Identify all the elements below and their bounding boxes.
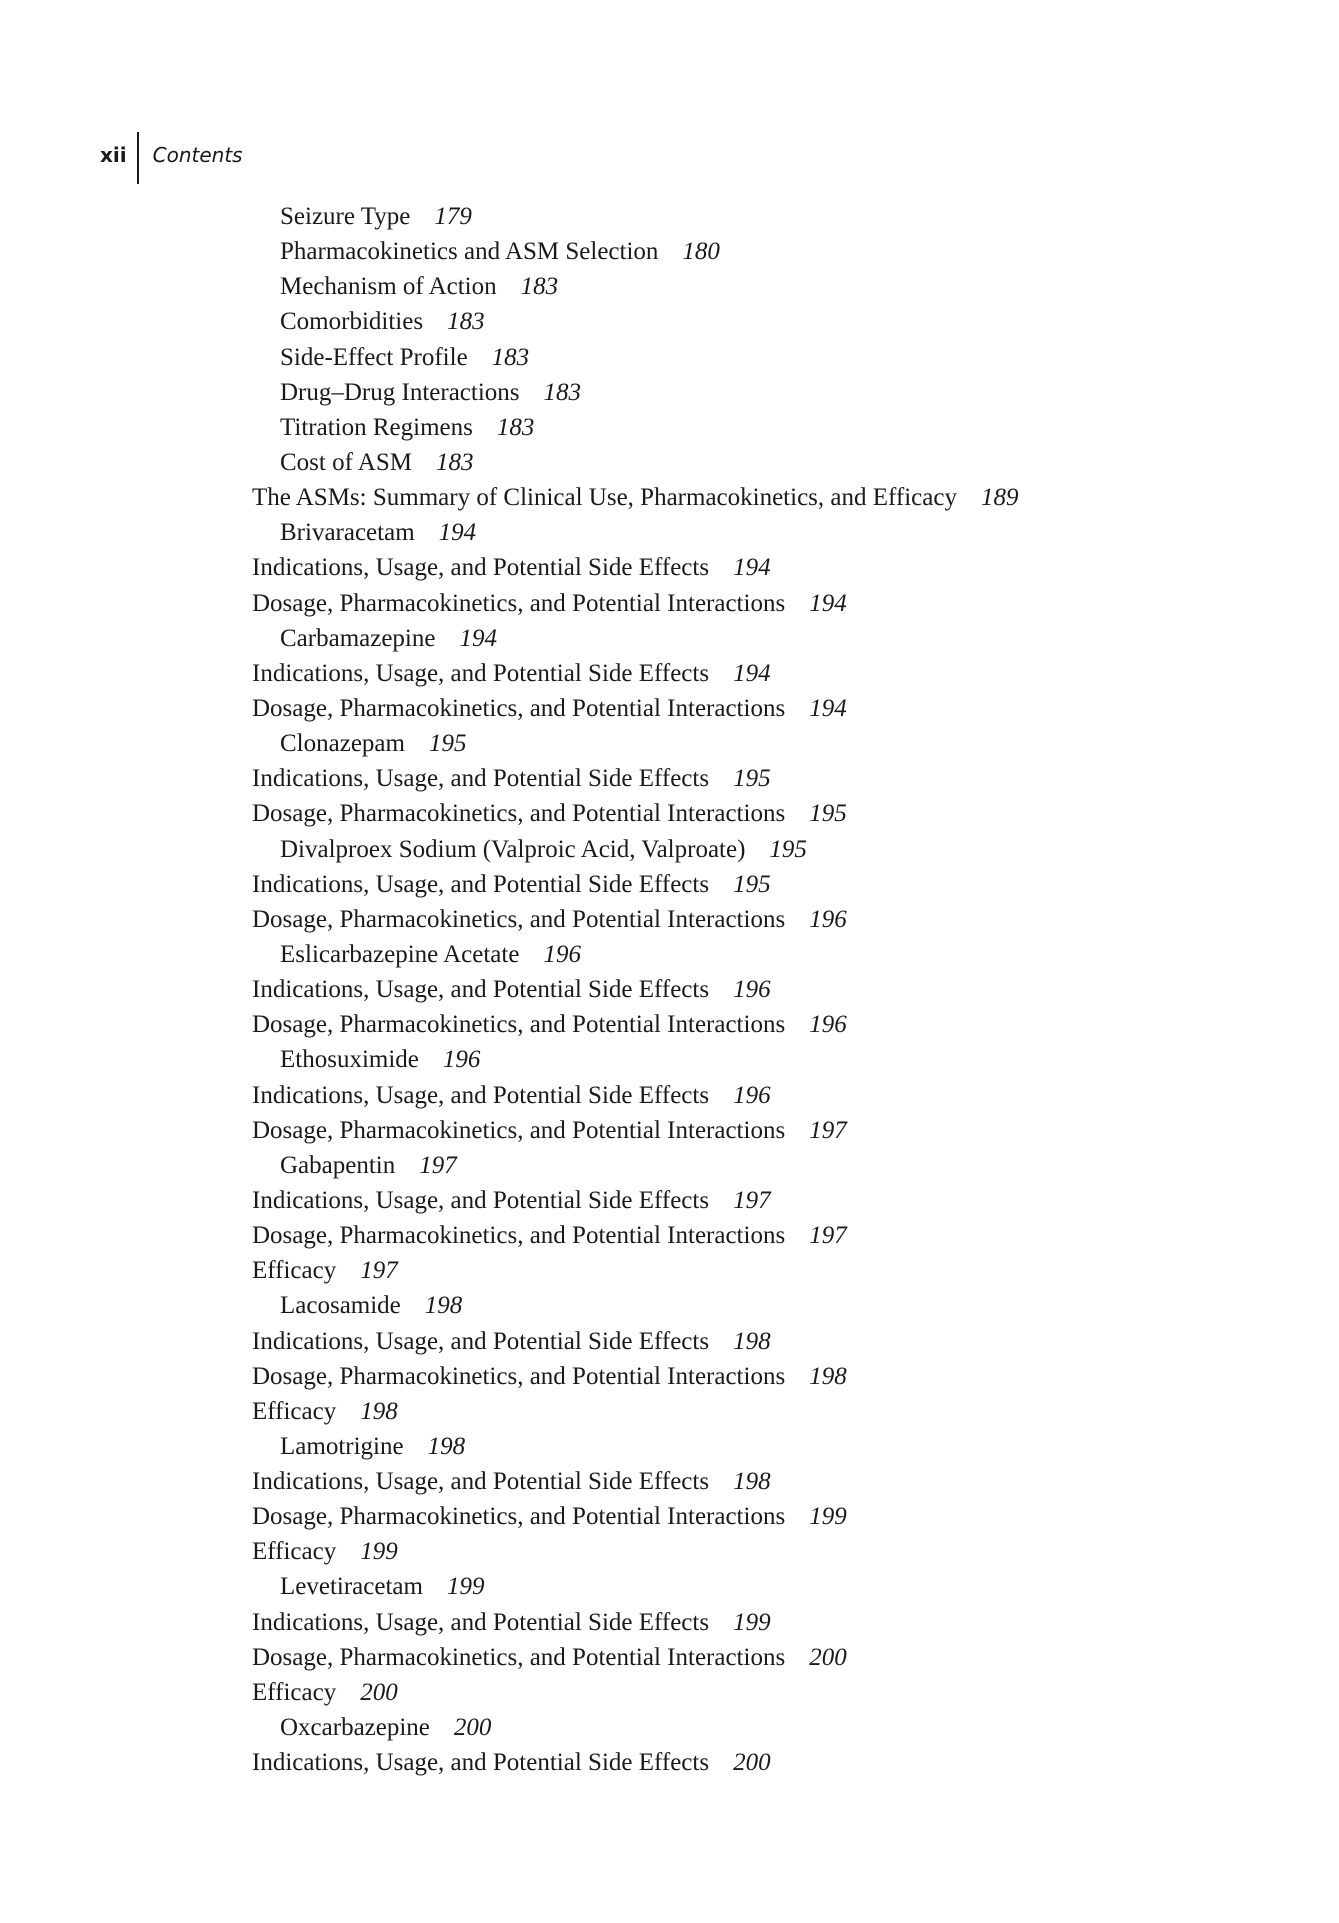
toc-entry	[252, 1359, 1252, 1394]
toc-entry	[252, 550, 1252, 585]
toc-entry-page-number: 196	[543, 940, 581, 968]
toc-entry-title: Indications, Usage, and Potential Side Effects	[252, 1327, 710, 1355]
toc-entry	[252, 480, 1252, 515]
toc-entry-page-number: 200	[453, 1714, 492, 1742]
toc-entry-page-number: 199	[446, 1573, 485, 1601]
toc-entry-title: Indications, Usage, and Potential Side Effects	[252, 554, 710, 582]
toc-entry	[252, 867, 1252, 902]
toc-entry	[252, 269, 1252, 304]
toc-entry-page-number: 194	[438, 519, 477, 547]
toc-entry	[252, 234, 1252, 269]
toc-entry-title: Indications, Usage, and Potential Side Effects	[252, 1749, 710, 1777]
toc-entry	[252, 1148, 1252, 1183]
toc-entry	[252, 726, 1252, 761]
toc-entry-title: The ASMs: Summary of Clinical Use, Pharmacokinetics, and Efficacy	[252, 484, 957, 512]
toc-entry-title: Dosage, Pharmacokinetics, and Potential Interactions	[252, 1011, 786, 1039]
toc-entry-title: Dosage, Pharmacokinetics, and Potential Interactions	[252, 589, 786, 617]
toc-entry-title: Levetiracetam	[280, 1573, 423, 1601]
toc-entry-title: Indications, Usage, and Potential Side Effects	[252, 659, 710, 687]
toc-entry-title: Indications, Usage, and Potential Side Effects	[252, 1608, 710, 1636]
toc-entry-title: Dosage, Pharmacokinetics, and Potential Interactions	[252, 1116, 786, 1144]
toc-entry	[252, 586, 1252, 621]
toc-entry-title: Indications, Usage, and Potential Side Effects	[252, 1468, 710, 1496]
toc-entry-page-number: 195	[809, 800, 847, 828]
toc-entry-page-number: 196	[733, 1081, 771, 1109]
toc-entry-page-number: 200	[733, 1749, 771, 1777]
toc-entry	[252, 691, 1252, 726]
toc-entry-title: Indications, Usage, and Potential Side Effects	[252, 1081, 710, 1109]
toc-entry-title: Divalproex Sodium (Valproic Acid, Valproate)	[280, 835, 746, 863]
toc-entry	[252, 1640, 1252, 1675]
toc-entry-page-number: 197	[809, 1116, 847, 1144]
toc-entry	[252, 1078, 1252, 1113]
toc-entry	[252, 796, 1252, 831]
toc-entry-page-number: 179	[434, 203, 472, 230]
toc-entry-page-number: 189	[980, 484, 1019, 512]
toc-entry-title: Carbamazepine	[280, 624, 436, 652]
toc-entry-title: Cost of ASM	[280, 448, 412, 476]
toc-entry-page-number: 198	[733, 1327, 771, 1355]
toc-entry-page-number: 194	[459, 624, 497, 652]
toc-entry-title: Indications, Usage, and Potential Side Effects	[252, 1186, 710, 1214]
toc-entry-page-number: 183	[447, 308, 485, 336]
toc-entry-title: Lacosamide	[280, 1292, 401, 1320]
toc-entry-title: Ethosuximide	[280, 1046, 419, 1074]
toc-entry-title: Lamotrigine	[280, 1432, 404, 1460]
toc-entry-page-number: 196	[809, 1011, 847, 1039]
toc-entry-page-number: 199	[809, 1503, 847, 1531]
toc-entry-page-number: 198	[809, 1362, 847, 1390]
toc-entry-title: Efficacy	[252, 1678, 337, 1706]
toc-entry-title: Titration Regimens	[280, 413, 473, 441]
toc-entry-page-number: 199	[360, 1538, 398, 1566]
toc-entry	[252, 1675, 1252, 1710]
toc-entry-page-number: 197	[360, 1257, 398, 1285]
toc-entry-title: Brivaracetam	[280, 519, 415, 547]
toc-entry-page-number: 194	[809, 694, 847, 722]
toc-entry	[252, 1183, 1252, 1218]
toc-entry	[252, 1288, 1252, 1323]
table-of-contents	[252, 199, 1252, 1780]
toc-entry-title: Pharmacokinetics and ASM Selection	[280, 238, 659, 266]
toc-entry	[252, 199, 1252, 234]
toc-entry-page-number: 194	[733, 554, 771, 582]
toc-entry	[252, 304, 1252, 339]
toc-entry-page-number: 183	[520, 273, 559, 301]
toc-entry-page-number: 183	[435, 448, 474, 476]
toc-entry-title: Dosage, Pharmacokinetics, and Potential Interactions	[252, 1362, 786, 1390]
toc-entry-page-number: 194	[809, 589, 847, 617]
toc-entry-page-number: 196	[733, 976, 771, 1004]
toc-entry-page-number: 197	[419, 1151, 457, 1179]
page-folio: xii	[100, 143, 127, 167]
toc-entry	[252, 1253, 1252, 1288]
toc-entry-title: Dosage, Pharmacokinetics, and Potential Interactions	[252, 694, 786, 722]
toc-entry-page-number: 196	[442, 1046, 481, 1074]
toc-entry-page-number: 195	[769, 835, 807, 863]
toc-entry	[252, 1394, 1252, 1429]
toc-entry-title: Indications, Usage, and Potential Side Effects	[252, 976, 710, 1004]
toc-entry-title: Dosage, Pharmacokinetics, and Potential Interactions	[252, 800, 786, 828]
toc-entry-title: Efficacy	[252, 1257, 337, 1285]
toc-entry	[252, 1499, 1252, 1534]
toc-entry-title: Clonazepam	[280, 730, 405, 758]
toc-entry-page-number: 195	[733, 870, 771, 898]
toc-entry-page-number: 195	[733, 765, 771, 793]
toc-entry	[252, 1745, 1252, 1780]
toc-entry-page-number: 197	[733, 1186, 771, 1214]
toc-entry	[252, 1534, 1252, 1569]
toc-entry	[252, 1113, 1252, 1148]
toc-entry-title: Dosage, Pharmacokinetics, and Potential Interactions	[252, 905, 786, 933]
toc-entry	[252, 656, 1252, 691]
toc-entry-title: Mechanism of Action	[280, 273, 497, 301]
toc-entry-title: Indications, Usage, and Potential Side Effects	[252, 765, 710, 793]
toc-entry-page-number: 199	[733, 1608, 771, 1636]
toc-entry-title: Oxcarbazepine	[280, 1714, 430, 1742]
toc-entry	[252, 515, 1252, 550]
toc-entry-page-number: 200	[360, 1678, 398, 1706]
toc-entry-title: Eslicarbazepine Acetate	[280, 940, 520, 968]
toc-entry-title: Gabapentin	[280, 1151, 396, 1179]
toc-entry-page-number: 183	[491, 343, 530, 371]
toc-entry	[252, 761, 1252, 796]
toc-entry-page-number: 197	[809, 1222, 847, 1250]
toc-entry-page-number: 194	[733, 659, 771, 687]
toc-entry-page-number: 198	[733, 1468, 771, 1496]
toc-entry	[252, 1569, 1252, 1604]
toc-entry-page-number: 183	[496, 413, 535, 441]
toc-entry	[252, 902, 1252, 937]
toc-entry	[252, 1464, 1252, 1499]
toc-entry	[252, 1324, 1252, 1359]
running-head-title: Contents	[152, 143, 243, 167]
toc-entry-title: Side-Effect Profile	[280, 343, 468, 371]
toc-entry-title: Efficacy	[252, 1397, 337, 1425]
toc-entry	[252, 1218, 1252, 1253]
toc-entry-title: Indications, Usage, and Potential Side Effects	[252, 870, 710, 898]
toc-entry-page-number: 183	[543, 378, 582, 406]
running-head	[100, 132, 243, 184]
toc-entry-title: Dosage, Pharmacokinetics, and Potential Interactions	[252, 1503, 786, 1531]
toc-entry-page-number: 198	[360, 1397, 398, 1425]
toc-entry-page-number: 200	[809, 1643, 847, 1671]
toc-entry	[252, 972, 1252, 1007]
toc-entry-page-number: 180	[682, 238, 720, 266]
toc-entry	[252, 621, 1252, 656]
toc-entry	[252, 340, 1252, 375]
toc-entry-page-number: 198	[427, 1432, 466, 1460]
toc-entry-page-number: 196	[809, 905, 847, 933]
toc-entry-title: Dosage, Pharmacokinetics, and Potential Interactions	[252, 1643, 786, 1671]
toc-entry-title: Drug–Drug Interactions	[280, 378, 520, 406]
toc-entry-title: Efficacy	[252, 1538, 337, 1566]
toc-entry-title: Seizure Type	[280, 203, 411, 230]
toc-entry	[252, 1710, 1252, 1745]
toc-entry	[252, 1007, 1252, 1042]
toc-entry	[252, 1429, 1252, 1464]
toc-entry	[252, 937, 1252, 972]
toc-entry	[252, 1605, 1252, 1640]
toc-entry	[252, 375, 1252, 410]
toc-entry	[252, 832, 1252, 867]
toc-entry	[252, 445, 1252, 480]
toc-entry-page-number: 198	[424, 1292, 463, 1320]
toc-entry-title: Comorbidities	[280, 308, 424, 336]
toc-entry-page-number: 195	[428, 730, 467, 758]
toc-entry	[252, 1042, 1252, 1077]
toc-entry	[252, 410, 1252, 445]
toc-entry-title: Dosage, Pharmacokinetics, and Potential Interactions	[252, 1222, 786, 1250]
